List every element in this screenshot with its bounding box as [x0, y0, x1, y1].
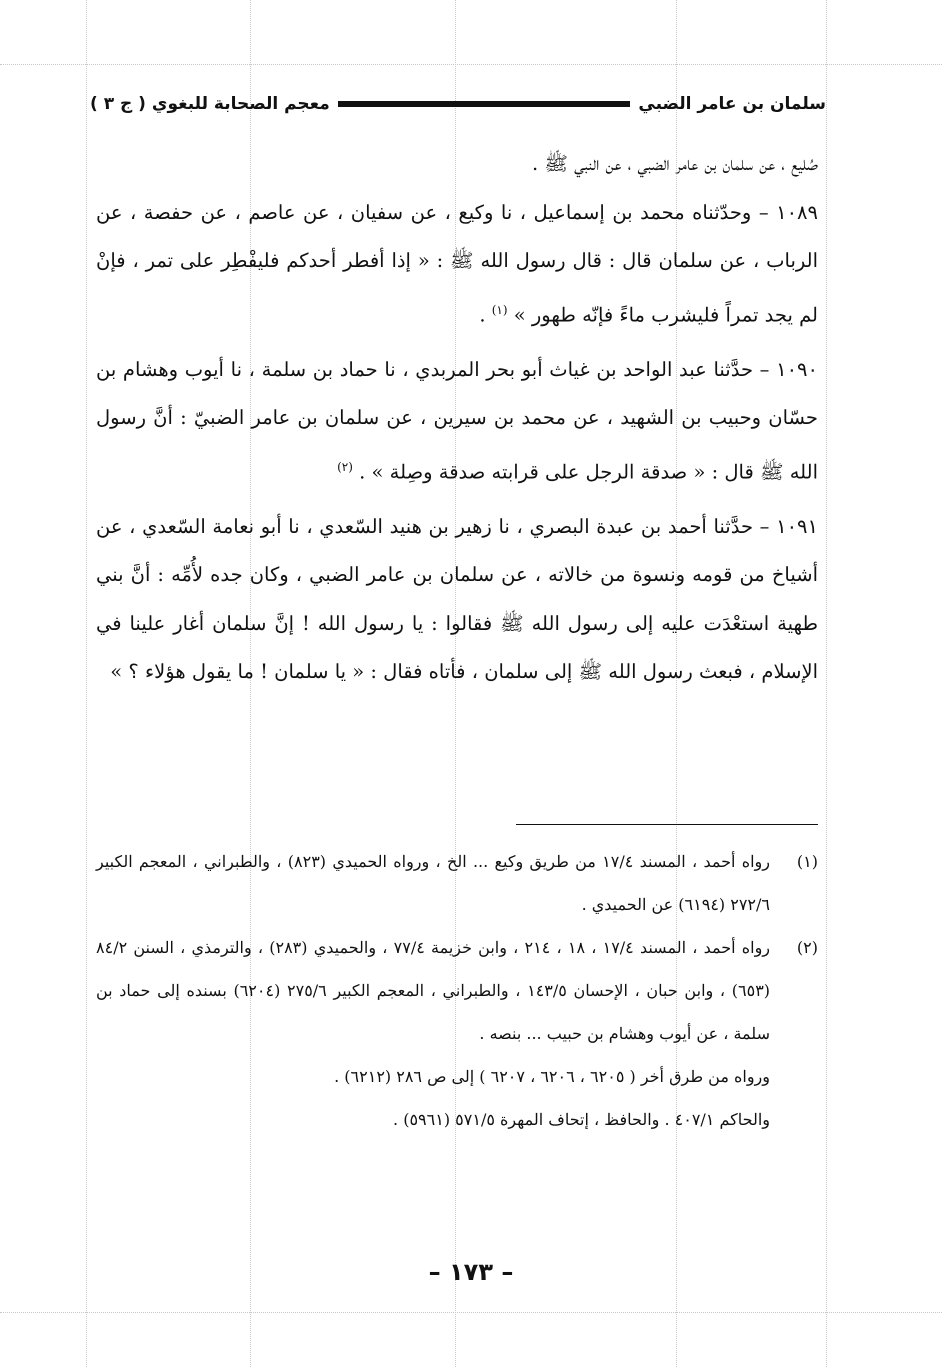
guide-line [0, 1312, 942, 1313]
footnote-ref-1: (١) [491, 302, 508, 317]
page-number: – ١٧٣ – [428, 1258, 514, 1286]
hadith-1089-text: ١٠٨٩ – وحدّثناه محمد بن إسماعيل ، نا وكيع ، عن سفيان ، عن عاصم ، عن حفصة ، عن الرباب ، عن سلمان قال : قال رسول الله ﷺ : « إذا أفطر أحدكم فليفْطِر على تمر ، فإنْ لم يجد تمراً فليشرب ماءً فإنّه طهور » [96, 200, 818, 326]
footnote-item [96, 926, 818, 1055]
header-rule [338, 101, 631, 107]
footnote-divider [516, 824, 818, 825]
header-book-title: معجم الصحابة للبغوي ( ج ٣ ) [90, 94, 330, 114]
footnote-number: (١) [796, 852, 818, 871]
hadith-1090-text: ١٠٩٠ – حدَّثنا عبد الواحد بن غياث أبو بحر المربدي ، نا حماد بن سلمة ، نا أيوب وهشام بن حسّان وحبيب بن الشهيد ، عن محمد بن سيرين ، عن سلمان بن عامر الضبيّ : أنَّ رسول الله ﷺ قال : « صدقة الرجل على قرابته صدقة وصِلة » [96, 357, 818, 483]
main-text [96, 140, 818, 697]
paragraph-continuation: صُليع ، عن سلمان بن عامر الضبي ، عن النبي ﷺ . [532, 152, 818, 175]
footnote-number: (٢) [796, 938, 818, 957]
footnotes [96, 840, 818, 1141]
header-person-name: سلمان بن عامر الضبي [638, 94, 826, 114]
hadith-1090: ١٠٩٠ – حدَّثنا عبد الواحد بن غياث أبو بحر المربدي ، نا حماد بن سلمة ، نا أيوب وهشام بن حسّان وحبيب بن الشهيد ، عن محمد بن سيرين ، عن سلمان بن عامر الضبيّ : أنَّ رسول الله ﷺ قال : « صدقة الرجل على قرابته صدقة وصِلة » . $^{(٢)}$ [96, 357, 818, 483]
footnote-text: رواه أحمد ، المسند ١٧/٤ ، ١٨ ، ٢١٤ ، وابن خزيمة ٧٧/٤ ، والحميدي (٢٨٣) ، والترمذي ، السنن ٨٤/٢ (٦٥٣) ، وابن حبان ، الإحسان ١٤٣/٥ ، والطبراني ، المعجم الكبير ٢٧٥/٦ (٦٢٠٤) بسنده إلى حماد بن سلمة ، عن أيوب وهشام بن حبيب ... بنصه . [96, 938, 771, 1043]
guide-line [826, 0, 827, 1367]
running-header [90, 88, 826, 120]
footnote-item [96, 840, 818, 926]
footnote-text: رواه أحمد ، المسند ١٧/٤ من طريق وكيع ... الخ ، ورواه الحميدي (٨٢٣) ، والطبراني ، المعجم الكبير ٢٧٢/٦ (٦١٩٤) عن الحميدي . [96, 852, 771, 914]
footnote-continuation: والحاكم ٤٠٧/١ . والحافظ ، إتحاف المهرة ٥٧١/٥ (٥٩٦١) . [393, 1110, 770, 1129]
hadith-1091: ١٠٩١ – حدَّثنا أحمد بن عبدة البصري ، نا زهير بن هنيد السّعدي ، نا أبو نعامة السّعدي ، عن أشياخ من قومه ونسوة من خالاته ، عن سلمان بن عامر الضبي ، وكان جده لأُمِّه : أنَّ بني طهية استعْدَت عليه إلى رسول الله ﷺ فقالوا : يا رسول الله ! إنَّ سلمان أغار علينا في الإسلام ، فبعث رسول الله ﷺ إلى سلمان ، فأتاه فقال : « يا سلمان ! ما يقول هؤلاء ؟ » [96, 514, 818, 683]
guide-line [86, 0, 87, 1367]
guide-line [0, 64, 942, 65]
hadith-1089: ١٠٨٩ – وحدّثناه محمد بن إسماعيل ، نا وكيع ، عن سفيان ، عن عاصم ، عن حفصة ، عن الرباب ، عن سلمان قال : قال رسول الله ﷺ : « إذا أفطر أحدكم فليفْطِر على تمر ، فإنْ لم يجد تمراً فليشرب ماءً فإنّه طهور » $^{(١)}$ . [96, 200, 818, 326]
footnote-ref-2: (٢) [337, 459, 353, 474]
footnote-continuation: ورواه من طرق أخر ( ٦٢٠٥ ، ٦٢٠٦ ، ٦٢٠٧ ) إلى ص ٢٨٦ (٦٢١٢) . [334, 1067, 770, 1086]
